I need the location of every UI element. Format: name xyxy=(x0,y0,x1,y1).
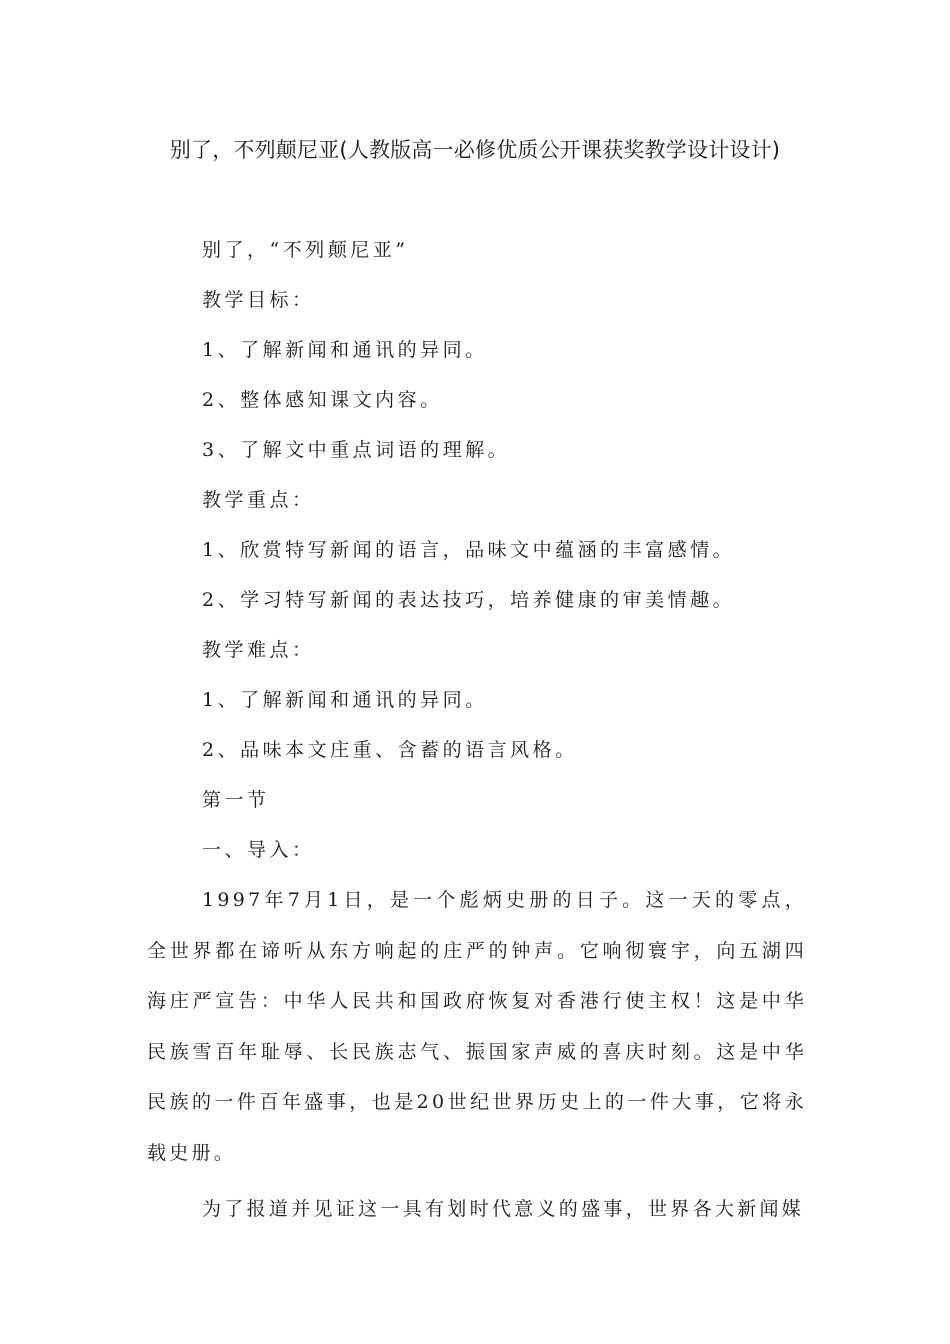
objective-item: 1、了解新闻和通讯的异同。 xyxy=(202,339,488,361)
article-heading: 别了，“不列颠尼亚” xyxy=(202,239,409,261)
lesson-section-heading: 第一节 xyxy=(202,789,270,811)
key-point-item: 1、欣赏特写新闻的语言，品味文中蕴涵的丰富感情。 xyxy=(202,539,736,561)
objective-item: 3、了解文中重点词语的理解。 xyxy=(202,439,511,461)
document-body xyxy=(147,232,807,1242)
section-heading-key-points: 教学重点： xyxy=(202,489,315,511)
difficulty-item: 2、品味本文庄重、含蓄的语言风格。 xyxy=(202,739,578,761)
body-paragraph: 1997年7月1日，是一个彪炳史册的日子。这一天的零点，全世界都在谛听从东方响起的庄严的钟声。它响彻寰宇，向五湖四海庄严宣告：中华人民共和国政府恢复对香港行使主权！这是中华民族雪百年耻辱、长民族志气、振国家声威的喜庆时刻。这是中华民族的一件百年盛事，也是20世纪世界历史上的一件大事，它将永载史册。 xyxy=(147,889,807,1164)
difficulty-item: 1、了解新闻和通讯的异同。 xyxy=(202,689,488,711)
document-title: 别了，不列颠尼亚(人教版高一必修优质公开课获奖教学设计设计) xyxy=(169,138,781,162)
key-point-item: 2、学习特写新闻的表达技巧，培养健康的审美情趣。 xyxy=(202,589,736,611)
introduction-heading: 一、导入： xyxy=(202,839,315,861)
body-paragraph: 为了报道并见证这一具有划时代意义的盛事，世界各大新闻媒 xyxy=(202,1198,805,1220)
section-heading-difficulties: 教学难点： xyxy=(202,639,315,661)
section-heading-objectives: 教学目标： xyxy=(202,289,315,311)
objective-item: 2、整体感知课文内容。 xyxy=(202,389,443,411)
